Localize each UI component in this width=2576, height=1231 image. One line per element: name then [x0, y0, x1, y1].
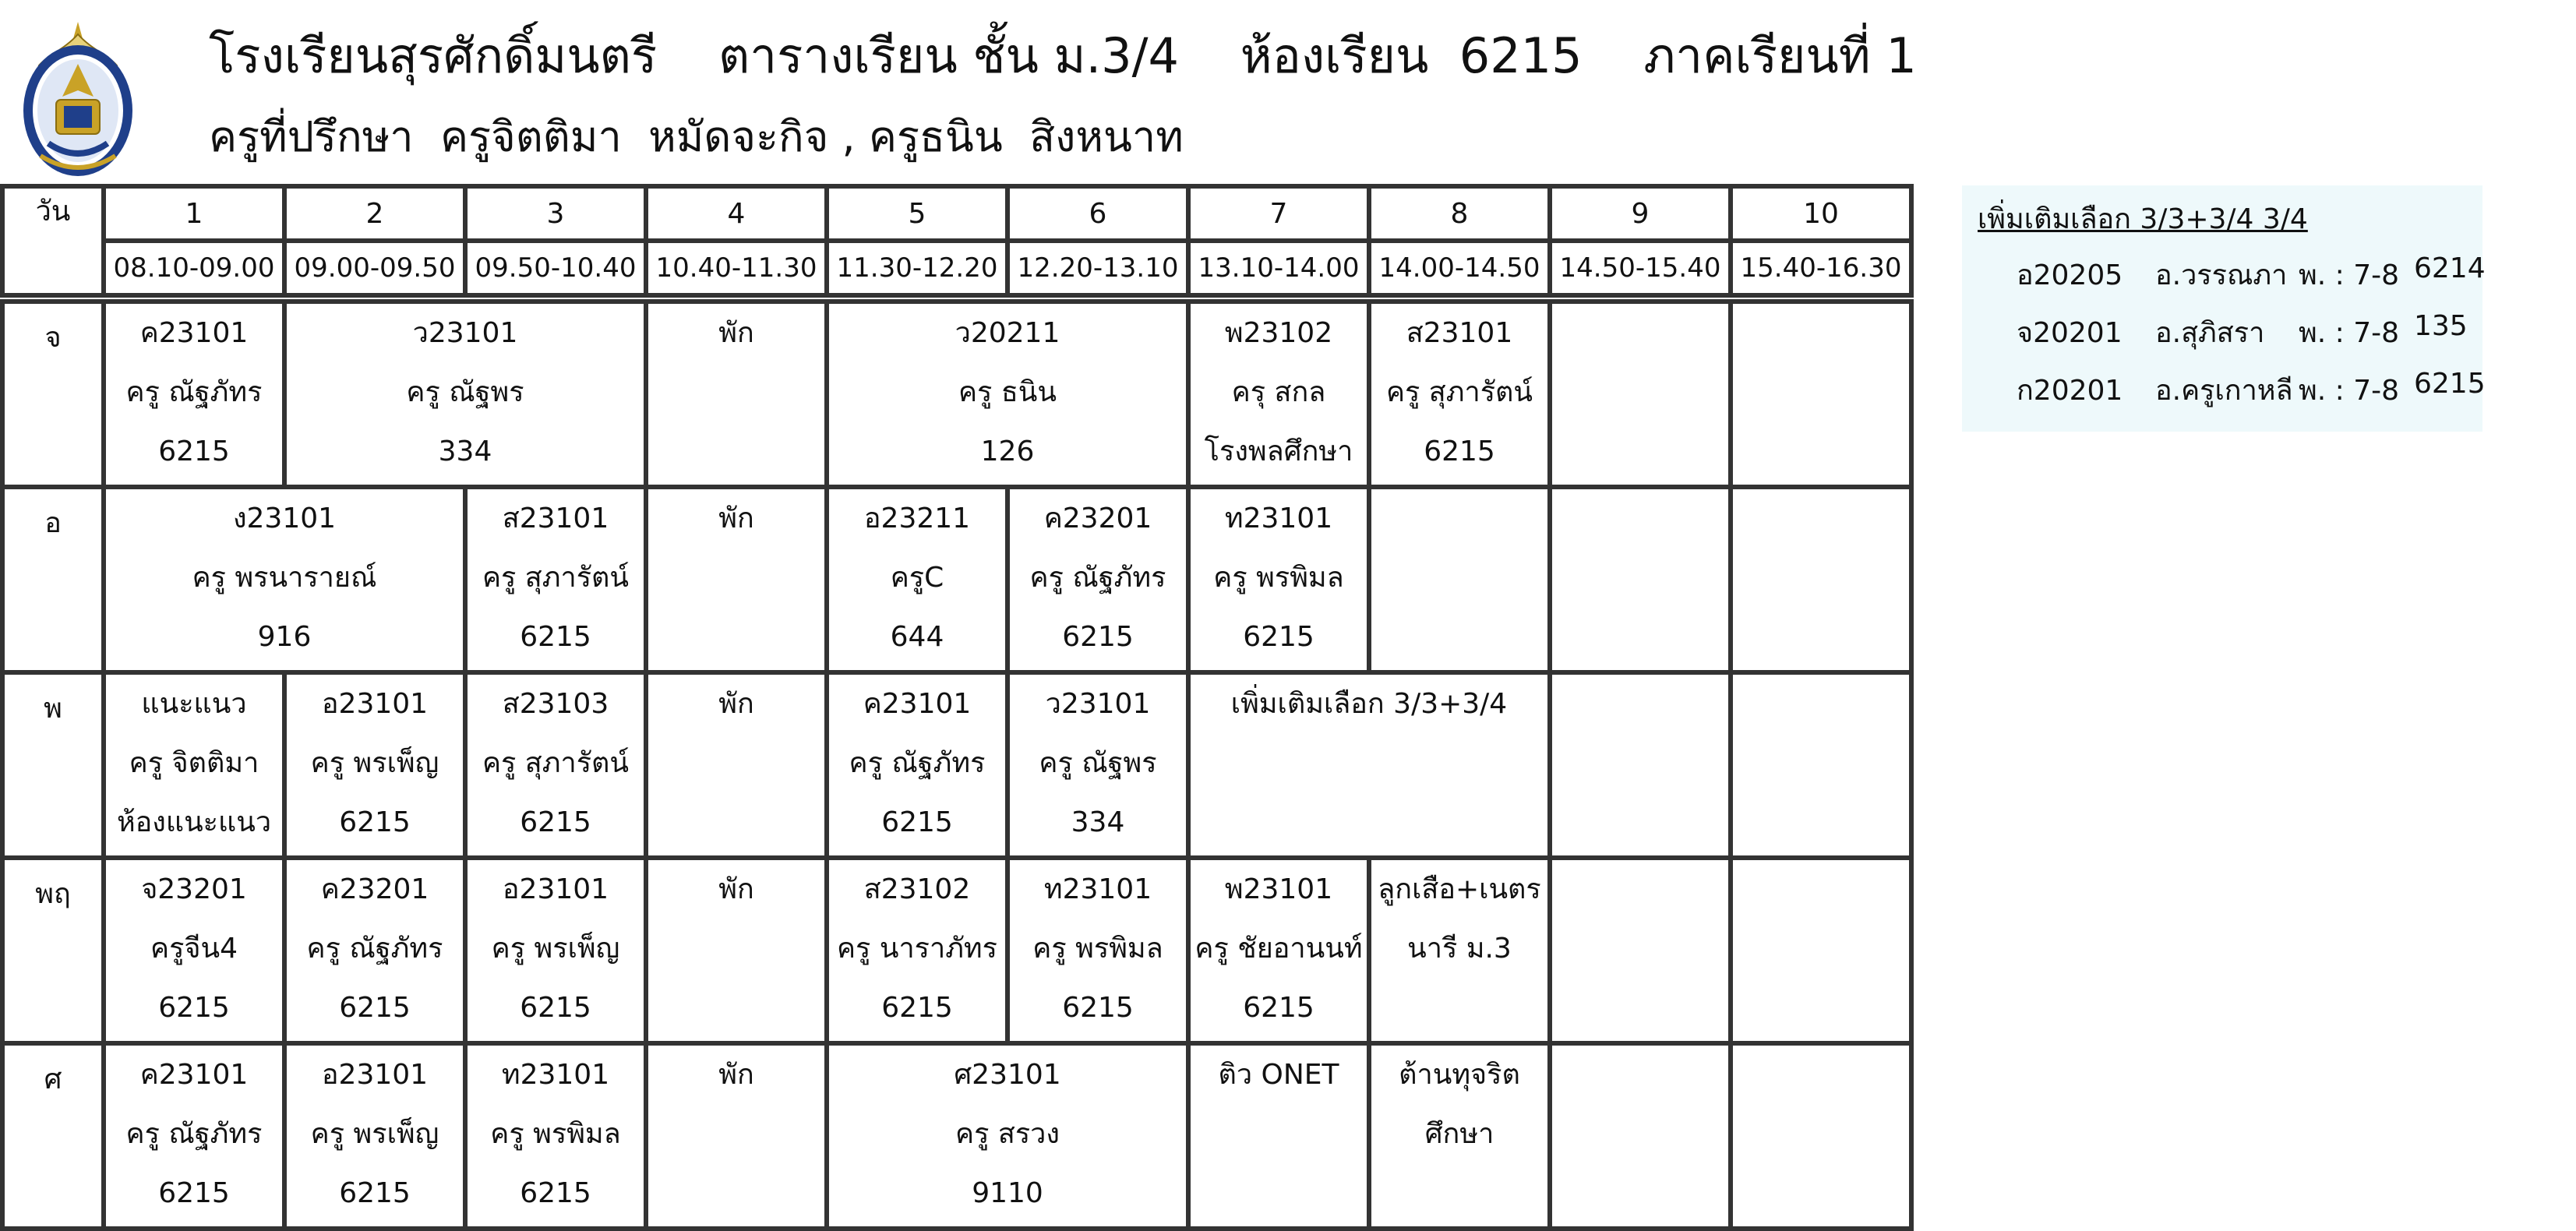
class-cell — [465, 1043, 646, 1229]
period-number: 2 — [284, 186, 465, 241]
class-cell-line: ครู ณัฐภัทร — [125, 1118, 263, 1150]
class-cell-line: 6215 — [520, 1177, 591, 1209]
empty-cell — [1731, 1043, 1911, 1229]
class-cell-line: พ23101 — [1224, 873, 1333, 905]
class-cell-line: 6215 — [339, 1177, 411, 1209]
class-cell — [1369, 1043, 1550, 1229]
school-emblem-logo — [17, 19, 139, 181]
class-cell-line: ลูกเสือ+เนตร — [1378, 873, 1541, 905]
class-cell-line: ว23101 — [412, 317, 518, 349]
class-cell-line: ครู พรพิมล — [1032, 933, 1163, 965]
period-number: 6 — [1007, 186, 1188, 241]
class-cell-line: ครู สรวง — [955, 1118, 1060, 1150]
class-cell — [1188, 1043, 1369, 1229]
elective-time: พ. : 7-8 — [2299, 259, 2399, 291]
class-cell-line: ครู จิตติมา — [129, 747, 259, 779]
class-cell-line: ครุ สกล — [1231, 376, 1326, 408]
class-cell-line: ครู พรเพ็ญ — [310, 747, 439, 779]
class-cell — [1007, 858, 1188, 1043]
class-cell — [104, 672, 284, 858]
class-cell-line: อ23101 — [502, 873, 609, 905]
class-cell-line: ครู พรพิมล — [1213, 562, 1344, 594]
class-cell-line: ท23101 — [1224, 503, 1333, 534]
class-cell-line: ส23103 — [502, 688, 609, 720]
class-cell-line: 6215 — [1243, 992, 1314, 1024]
class-cell — [827, 858, 1007, 1043]
empty-cell — [1369, 487, 1550, 672]
class-cell-line: 916 — [257, 621, 312, 653]
class-cell — [646, 487, 827, 672]
class-cell-line: ครู พรพิมล — [490, 1118, 621, 1150]
empty-cell — [1731, 302, 1911, 487]
day-name: พ — [2, 672, 104, 858]
class-cell-line: นารี ม.3 — [1407, 933, 1512, 965]
day-column-header: วัน — [2, 186, 104, 295]
class-cell-line: 644 — [890, 621, 944, 653]
class-cell-line: 6215 — [520, 992, 591, 1024]
class-cell-line: ครู ธนิน — [958, 376, 1057, 408]
elective-time: พ. : 7-8 — [2299, 317, 2399, 349]
empty-cell — [1550, 487, 1731, 672]
class-cell — [104, 858, 284, 1043]
class-cell — [1188, 858, 1369, 1043]
class-cell-line: 6215 — [158, 992, 230, 1024]
period-time: 10.40-11.30 — [646, 241, 827, 295]
timetable-row — [2, 1043, 1911, 1229]
class-cell-line: ครู พรเพ็ญ — [310, 1118, 439, 1150]
class-cell-line: ท23101 — [1043, 873, 1152, 905]
class-cell — [284, 672, 465, 858]
header-divider — [2, 295, 1911, 302]
page-title: โรงเรียนสุรศักดิ์มนตรี ตารางเรียน ชั้น ม.3/4 ห้องเรียน 6215 ภาคเรียนที่ 1 — [209, 27, 1917, 84]
period-number: 7 — [1188, 186, 1369, 241]
class-cell-line: ครูC — [890, 562, 944, 594]
timetable-row — [2, 302, 1911, 487]
class-cell-line: ส23101 — [1406, 317, 1513, 349]
elective-code: จ20201 — [2017, 317, 2123, 349]
empty-cell — [1550, 302, 1731, 487]
empty-cell — [1731, 858, 1911, 1043]
class-cell-line: 6215 — [158, 1177, 230, 1209]
class-cell-line: ท23101 — [501, 1059, 610, 1091]
period-number: 1 — [104, 186, 284, 241]
class-cell-line: 6215 — [1243, 621, 1314, 653]
class-cell-line: ง23101 — [232, 503, 337, 534]
class-cell-line: พัก — [718, 317, 754, 349]
class-cell-line: ว23101 — [1045, 688, 1151, 720]
period-time: 14.50-15.40 — [1550, 241, 1731, 295]
class-cell-line: ครูจีน4 — [150, 933, 238, 965]
period-time: 09.00-09.50 — [284, 241, 465, 295]
class-cell — [827, 487, 1007, 672]
period-time: 14.00-14.50 — [1369, 241, 1550, 295]
day-name: อ — [2, 487, 104, 672]
class-cell — [1369, 858, 1550, 1043]
class-cell-line: ค23101 — [139, 1059, 249, 1091]
class-cell-line: โรงพลศึกษา — [1204, 436, 1353, 467]
class-cell — [1188, 672, 1550, 858]
elective-code: ก20201 — [2017, 375, 2123, 407]
class-cell-line: ติว ONET — [1218, 1059, 1339, 1091]
class-cell-line: ว20211 — [955, 317, 1060, 349]
class-cell-line: ครู นาราภัทร — [836, 933, 998, 965]
class-cell — [465, 487, 646, 672]
class-cell-line: ค23101 — [863, 688, 972, 720]
class-cell-line: พ23102 — [1224, 317, 1333, 349]
day-name: ศ — [2, 1043, 104, 1229]
class-cell-line: พัก — [718, 873, 754, 905]
class-cell-line: ครู สุภารัตน์ — [482, 747, 630, 779]
class-cell-line: ส23101 — [502, 503, 609, 534]
class-cell — [827, 302, 1188, 487]
class-cell-line: เพิ่มเติมเลือก 3/3+3/4 — [1230, 688, 1508, 720]
period-number: 8 — [1369, 186, 1550, 241]
class-cell — [646, 672, 827, 858]
class-cell-line: ครู ณัฐพร — [406, 376, 524, 408]
elective-panel — [1962, 185, 2486, 432]
class-cell — [1007, 672, 1188, 858]
elective-teacher: อ.สุภิสรา — [2155, 317, 2265, 349]
class-cell-line: ศึกษา — [1424, 1118, 1494, 1150]
class-cell-line: ครู ณัฐพร — [1039, 747, 1157, 779]
class-cell-line: ค23201 — [1043, 503, 1152, 534]
class-cell — [1188, 302, 1369, 487]
class-cell-line: 6215 — [1062, 992, 1134, 1024]
elective-room: 135 — [2414, 310, 2468, 342]
class-cell-line: ส23102 — [863, 873, 971, 905]
class-cell-line: ครู ณัฐภัทร — [849, 747, 986, 779]
class-cell — [465, 858, 646, 1043]
class-cell — [646, 858, 827, 1043]
class-cell-line: อ23101 — [321, 688, 429, 720]
class-cell — [1007, 487, 1188, 672]
class-cell-line: อ23211 — [863, 503, 971, 534]
day-name: พฤ — [2, 858, 104, 1043]
period-time: 09.50-10.40 — [465, 241, 646, 295]
class-cell-line: 6215 — [1424, 436, 1495, 467]
empty-cell — [1550, 672, 1731, 858]
class-cell-line: พัก — [718, 688, 754, 720]
class-cell-line: ครู สุภารัตน์ — [482, 562, 630, 594]
class-cell-line: ต้านทุจริต — [1399, 1059, 1520, 1091]
class-cell-line: 6215 — [881, 992, 953, 1024]
elective-time: พ. : 7-8 — [2299, 375, 2399, 407]
empty-cell — [1550, 858, 1731, 1043]
class-cell — [1188, 487, 1369, 672]
class-cell-line: อ23101 — [321, 1059, 429, 1091]
class-cell — [284, 858, 465, 1043]
period-number: 3 — [465, 186, 646, 241]
class-cell-line: 6215 — [1062, 621, 1134, 653]
class-cell-line: พัก — [718, 1059, 754, 1091]
timetable-row — [2, 858, 1911, 1043]
class-cell — [284, 302, 646, 487]
elective-room: 6215 — [2414, 368, 2486, 400]
elective-code: อ20205 — [2017, 259, 2123, 291]
class-cell-line: 6215 — [520, 806, 591, 838]
class-cell-line: ครู ณัฐภัทร — [125, 376, 263, 408]
class-cell-line: ครู พรนารายณ์ — [192, 562, 377, 594]
class-cell-line: ศ23101 — [954, 1059, 1061, 1091]
class-cell — [827, 1043, 1188, 1229]
period-time: 13.10-14.00 — [1188, 241, 1369, 295]
class-cell-line: แนะแนว — [141, 688, 247, 720]
class-cell-line: ค23201 — [320, 873, 429, 905]
elective-teacher: อ.ครูเกาหลี — [2155, 375, 2293, 407]
class-cell — [104, 1043, 284, 1229]
class-cell-line: 6215 — [520, 621, 591, 653]
class-cell — [104, 487, 465, 672]
class-cell-line: ครู สุภารัตน์ — [1385, 376, 1533, 408]
class-cell-line: ครู ชัยอานนท์ — [1194, 933, 1363, 965]
class-cell-line: จ23201 — [141, 873, 247, 905]
day-name: จ — [2, 302, 104, 487]
timetable — [0, 184, 1914, 1231]
class-cell-line: 6215 — [158, 436, 230, 467]
period-time: 11.30-12.20 — [827, 241, 1007, 295]
elective-teacher: อ.วรรณภา — [2155, 259, 2288, 291]
period-number: 4 — [646, 186, 827, 241]
class-cell-line: 6215 — [339, 992, 411, 1024]
period-number: 5 — [827, 186, 1007, 241]
class-cell-line: 334 — [1071, 806, 1125, 838]
class-cell — [465, 672, 646, 858]
class-cell-line: 6215 — [881, 806, 953, 838]
class-cell — [104, 302, 284, 487]
period-time: 08.10-09.00 — [104, 241, 284, 295]
timetable-row — [2, 487, 1911, 672]
class-cell-line: ห้องแนะแนว — [116, 806, 272, 838]
class-cell — [646, 1043, 827, 1229]
empty-cell — [1731, 487, 1911, 672]
class-cell-line: พัก — [718, 503, 754, 534]
class-cell-line: 126 — [980, 436, 1035, 467]
empty-cell — [1550, 1043, 1731, 1229]
class-cell-line: ค23101 — [139, 317, 249, 349]
class-cell-line: 9110 — [972, 1177, 1043, 1209]
period-time: 15.40-16.30 — [1731, 241, 1911, 295]
class-cell-line: ครู ณัฐภัทร — [1029, 562, 1166, 594]
empty-cell — [1731, 672, 1911, 858]
class-cell-line: 334 — [438, 436, 492, 467]
timetable-row — [2, 672, 1911, 858]
class-cell — [646, 302, 827, 487]
period-number: 9 — [1550, 186, 1731, 241]
elective-room: 6214 — [2414, 252, 2486, 284]
period-number: 10 — [1731, 186, 1911, 241]
class-cell — [284, 1043, 465, 1229]
advisor-line: ครูที่ปรึกษา ครูจิตติมา หมัดจะกิจ , ครูธนิน สิงหนาท — [209, 112, 1184, 161]
class-cell-line: ครู พรเพ็ญ — [491, 933, 620, 965]
elective-heading: เพิ่มเติมเลือก 3/3+3/4 3/4 — [1978, 203, 2308, 235]
class-cell — [827, 672, 1007, 858]
class-cell-line: ครู ณัฐภัทร — [306, 933, 443, 965]
period-time: 12.20-13.10 — [1007, 241, 1188, 295]
class-cell — [1369, 302, 1550, 487]
class-cell-line: 6215 — [339, 806, 411, 838]
